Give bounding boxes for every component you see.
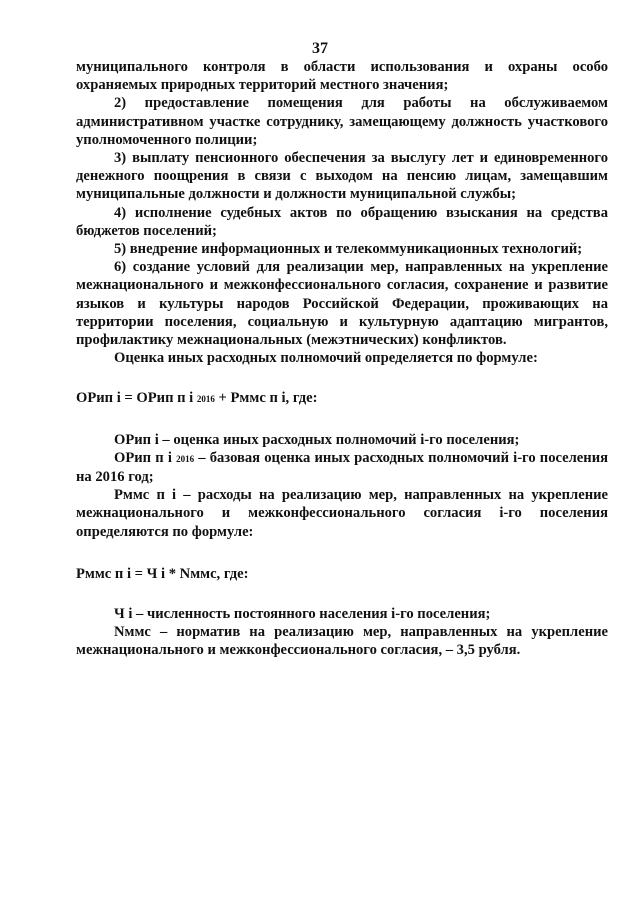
formula-1-left: ОРип i = ОРип п i — [76, 390, 194, 407]
list-item-3: 3) выплату пенсионного обеспечения за выслугу лет и единовременного денежного поощрения в связи с выходом на пенсию лицам, замещавшим муниципальные должности и должности муниципальной службы; — [76, 150, 608, 203]
definition-rmms: Рммс п i – расходы на реализацию мер, направленных на укрепление межнационального и межконфессионального согласия i-го поселения определяются по формуле: — [76, 487, 608, 540]
formula-intro: Оценка иных расходных полномочий определяется по формуле: — [114, 350, 538, 367]
formula-1 — [76, 389, 608, 408]
formula-1-sub: 2016 — [196, 394, 215, 405]
formula-1-right: + Рммс п i, где: — [214, 390, 318, 407]
definition-ch: Ч i – численность постоянного населения i-го поселения; — [114, 606, 491, 623]
definition-orip-base-term: ОРип п i — [114, 449, 172, 466]
document-body — [76, 58, 608, 660]
definition-nmms: Nммс – норматив на реализацию мер, направленных на укрепление межнационального и межконфессионального согласия, – 3,5 рубля. — [76, 624, 608, 659]
formula-2: Рммс п i = Ч i * Nммс, где: — [76, 565, 249, 582]
definition-orip-base-sub: 2016 — [176, 453, 195, 464]
definition-orip-base — [76, 449, 608, 486]
paragraph-continuation: муниципального контроля в области использования и охраны особо охраняемых природных территорий местного значения; — [76, 59, 608, 94]
definition-orip: ОРип i – оценка иных расходных полномочий i-го поселения; — [114, 431, 520, 448]
list-item-6: 6) создание условий для реализации мер, направленных на укрепление межнационального и межконфессионального согласия, сохранение и развитие языков и культуры народов Российской Федерации, проживающих на территории поселения, социальную и культурную адаптацию мигрантов, профилактику межнациональных (межэтнических) конфликтов. — [76, 259, 608, 349]
page-number: 37 — [312, 40, 328, 57]
list-item-4: 4) исполнение судебных актов по обращению взыскания на средства бюджетов поселений; — [76, 204, 608, 239]
definition-orip-base-text: – базовая оценка иных расходных полномочий i-го поселения на 2016 год; — [76, 449, 608, 486]
list-item-2: 2) предоставление помещения для работы на обслуживаемом административном участке сотруднику, замещающему должность участкового уполномоченного полиции; — [76, 95, 608, 148]
list-item-5: 5) внедрение информационных и телекоммуникационных технологий; — [114, 241, 583, 258]
